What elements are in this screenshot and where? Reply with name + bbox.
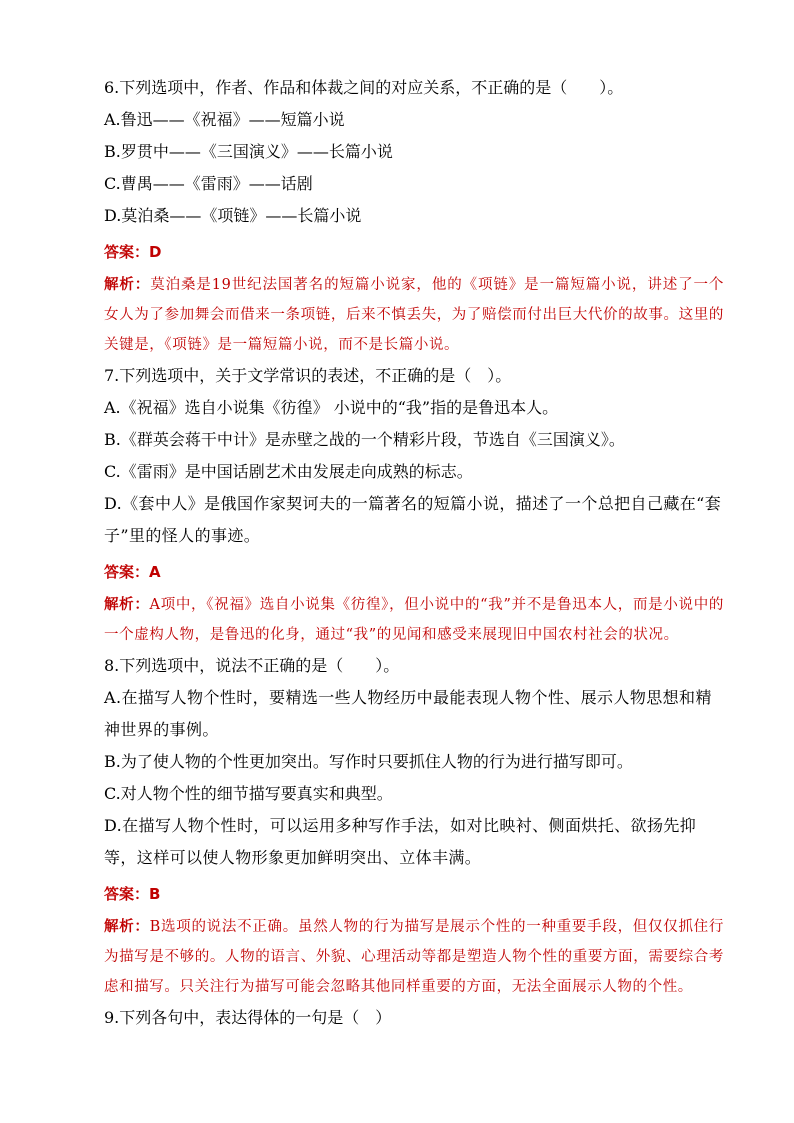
answer-value: B: [149, 885, 161, 903]
option-a: A.在描写人物个性时，要精选一些人物经历中最能表现人物个性、展示人物思想和精神世界的事例。: [104, 688, 712, 739]
option-b: B.罗贯中——《三国演义》——长篇小说: [104, 142, 393, 161]
explanation-text: B选项的说法不正确。虽然人物的行为描写是展示个性的一种重要手段，但仅仅抓住行为描写是不够的。人物的语言、外貌、心理活动等都是塑造人物个性的重要方面，需要综合考虑和描写。只关注行为描写可能会忽略其他同样重要的方面，无法全面展示人物的个性。: [104, 919, 724, 995]
explanation-label: 解析：: [104, 918, 150, 935]
answer-label: 答案：: [104, 243, 150, 261]
explanation: [104, 590, 724, 650]
question-8: [104, 650, 724, 1002]
answer: [104, 556, 724, 588]
question-stem: 6.下列选项中，作者、作品和体裁之间的对应关系，不正确的是（ ）。: [104, 78, 624, 97]
answer: [104, 878, 724, 910]
answer-label: 答案：: [104, 885, 150, 903]
question-6: [104, 72, 724, 360]
option-c: C.《雷雨》是中国话剧艺术由发展走向成熟的标志。: [104, 462, 473, 481]
question-stem: 7.下列选项中，关于文学常识的表述，不正确的是（ ）。: [104, 366, 512, 385]
explanation-label: 解析：: [104, 276, 151, 293]
option-c: C.对人物个性的细节描写要真实和典型。: [104, 784, 393, 803]
question-stem: 9.下列各句中，表达得体的一句是（ ）: [104, 1008, 392, 1027]
option-a: A.鲁迅——《祝福》——短篇小说: [104, 110, 345, 129]
answer-value: A: [149, 563, 161, 581]
explanation-text: A项中，《祝福》选自小说集《彷徨》，但小说中的“我”并不是鲁迅本人，而是小说中的一个虚构人物，是鲁迅的化身，通过“我”的见闻和感受来展现旧中国农村社会的状况。: [104, 597, 724, 643]
option-b: B.《群英会蒋干中计》是赤壁之战的一个精彩片段，节选自《三国演义》。: [104, 430, 625, 449]
question-9: [104, 1002, 724, 1034]
question-stem: 8.下列选项中，说法不正确的是（ ）。: [104, 656, 400, 675]
option-c: C.曹禺——《雷雨》——话剧: [104, 174, 313, 193]
option-a: A.《祝福》选自小说集《彷徨》 小说中的“我”指的是鲁迅本人。: [104, 398, 559, 417]
document-page: [104, 72, 724, 1034]
option-b: B.为了使人物的个性更加突出。写作时只要抓住人物的行为进行描写即可。: [104, 752, 633, 771]
explanation: [104, 912, 724, 1002]
answer: [104, 236, 724, 268]
explanation: [104, 270, 724, 360]
answer-label: 答案：: [104, 563, 150, 581]
option-d: D.在描写人物个性时，可以运用多种写作手法，如对比映衬、侧面烘托、欲扬先抑等，这样可以使人物形象更加鲜明突出、立体丰满。: [104, 816, 697, 867]
explanation-text: 莫泊桑是19世纪法国著名的短篇小说家，他的《项链》是一篇短篇小说，讲述了一个女人为了参加舞会而借来一条项链，后来不慎丢失，为了赔偿而付出巨大代价的故事。这里的关键是，《项链》是一篇短篇小说，而不是长篇小说。: [104, 277, 724, 353]
option-d: D.《套中人》是俄国作家契诃夫的一篇著名的短篇小说，描述了一个总把自己藏在“套子”里的怪人的事迹。: [104, 494, 722, 545]
answer-value: D: [149, 243, 162, 261]
explanation-label: 解析：: [104, 596, 150, 613]
question-7: [104, 360, 724, 650]
option-d: D.莫泊桑——《项链》——长篇小说: [104, 206, 362, 225]
